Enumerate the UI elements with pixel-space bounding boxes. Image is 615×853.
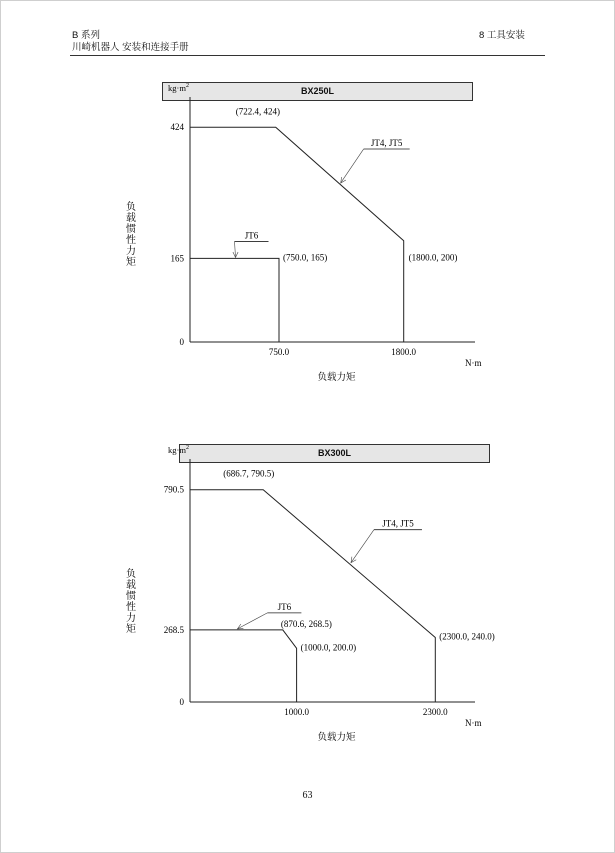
chart2-y-unit-exponent: 2 — [185, 445, 189, 451]
chart2-x-tick-label: 1000.0 — [284, 707, 310, 717]
chart2-y-tick-label: 790.5 — [163, 484, 184, 495]
chart1-y-label-char: 矩 — [126, 257, 136, 268]
chart2-callout-label: JT6 — [277, 601, 292, 612]
chart1-point-annotation: (1800.0, 200) — [408, 252, 458, 263]
chart2-callout-leader — [351, 530, 374, 563]
chart2-series-jt6-line — [190, 630, 297, 702]
chart1-y-label — [126, 200, 136, 268]
chart1-x-label: 负载力矩 — [317, 372, 356, 383]
chart2-x-unit: N·m — [465, 718, 482, 728]
header-manual-title: 川崎机器人 安装和连接手册 — [72, 42, 189, 53]
chart2-title: BX300L — [179, 444, 490, 463]
chart1-callout-label: JT6 — [244, 230, 259, 241]
chart1-y-label-char: 载 — [126, 213, 136, 224]
chart2-x-label: 负载力矩 — [317, 732, 356, 743]
chart2-y-label-char: 惯 — [126, 591, 136, 602]
chart2-y-label-char: 负 — [126, 569, 136, 580]
chart1-point-annotation: (722.4, 424) — [235, 106, 280, 117]
chart2-callout-label: JT4, JT5 — [382, 518, 414, 529]
chart2-point-annotation: (2300.0, 240.0) — [439, 631, 495, 642]
header-rule — [70, 55, 545, 56]
chart1-series-jt6-line — [190, 258, 279, 342]
header-chapter: 8 工具安装 — [479, 30, 525, 41]
chart1-x-tick-label: 1800.0 — [391, 347, 417, 357]
chart2-y-label-char: 矩 — [126, 624, 136, 635]
chart2-y-label — [126, 567, 136, 635]
chart2-x-tick-label: 2300.0 — [422, 707, 448, 717]
chart1-series-jt4-jt5-line — [190, 127, 404, 342]
chart2-point-annotation: (686.7, 790.5) — [223, 468, 275, 479]
chart1-y-unit: $kg\cdot m^2$ — [168, 83, 189, 93]
chart1-title: BX250L — [162, 82, 473, 101]
chart1-point-annotation: (750.0, 165) — [283, 252, 328, 263]
chart1-y-tick-label: 424 — [170, 122, 184, 133]
chart2-point-annotation: (1000.0, 200.0) — [300, 642, 357, 653]
chart2-y-label-char: 载 — [126, 580, 136, 591]
chart1-y-unit-exponent: 2 — [185, 83, 189, 89]
chart2-callout-leader — [237, 613, 267, 629]
chart2-y-tick-label: 0 — [179, 697, 184, 707]
header-series: B 系列 — [72, 30, 100, 41]
chart1-y-tick-label: 0 — [179, 337, 184, 347]
chart2-y-label-char: 性 — [126, 602, 136, 613]
chart2-point-annotation: (870.6, 268.5) — [280, 618, 332, 629]
chart1-y-label-char: 惯 — [126, 224, 136, 235]
chart1-callout-leader — [341, 149, 364, 183]
chart1-x-tick-label: 750.0 — [268, 347, 290, 357]
chart2-y-label-char: 力 — [126, 613, 136, 624]
page-number: 63 — [302, 790, 313, 801]
chart2-y-tick-label: 268.5 — [163, 624, 184, 635]
chart1-y-label-char: 性 — [126, 235, 136, 246]
chart1-x-unit: N·m — [465, 358, 482, 368]
chart1-y-tick-label: 165 — [170, 253, 184, 264]
chart1-y-label-char: 负 — [126, 202, 136, 213]
chart1-y-label-char: 力 — [126, 246, 136, 257]
chart1-callout-label: JT4, JT5 — [370, 137, 403, 148]
chart2-y-unit: $kg\cdot m^2$ — [168, 445, 189, 455]
